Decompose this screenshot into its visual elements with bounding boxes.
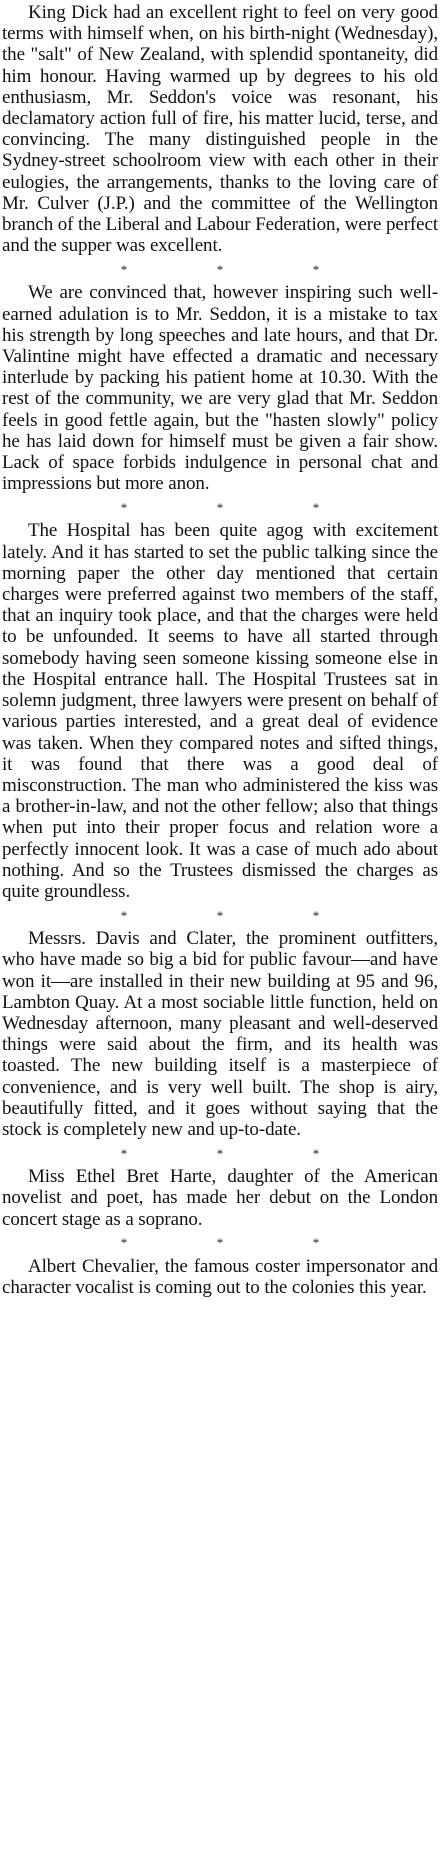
asterisk: * xyxy=(216,1145,224,1161)
paragraph-seddon-health: We are convinced that, however inspiring such well-earned adulation is to Mr. Seddon, it is a mistake to tax his strength by long speeches and late hours, and that Dr. Valintine might have effected a dramatic and necessary interlude by packing his patient home at 10.30. With the rest of the community, we are very glad that Mr. Seddon feels in good fettle again, but the "hasten slowly" policy he has laid down for himself must be given a fair show. Lack of space forbids indulgence in personal chat and impressions but more anon. xyxy=(2,282,438,495)
asterisk: * xyxy=(120,1145,128,1161)
asterism-separator xyxy=(2,902,438,928)
paragraph-hospital-inquiry: The Hospital has been quite agog with excitement lately. And it has started to set the public talking since the morning paper the other day mentioned that certain charges were preferred against two members of the staff, that an inquiry took place, and that the charges were held to be unfounded. It seems to have all started through somebody having seen someone kissing someone else in the Hospital entrance hall. The Hospital Trustees sat in solemn judgment, three lawyers were present on behalf of various parties interested, and a great deal of evidence was taken. When they compared notes and sifted things, it was found that there was a good deal of misconstruction. The man who administered the kiss was a brother-in-law, and not the other fellow; also that things when put into their proper focus and relation wore a perfectly innocent look. It was a case of much ado about nothing. And so the Trustees dismissed the charges as quite groundless. xyxy=(2,520,438,902)
asterism-separator xyxy=(2,1230,438,1256)
asterisk: * xyxy=(216,907,224,923)
asterisk: * xyxy=(216,499,224,515)
asterisk: * xyxy=(312,1145,320,1161)
paragraph-ethel-bret-harte: Miss Ethel Bret Harte, daughter of the American novelist and poet, has made her debut on the London concert stage as a soprano. xyxy=(2,1166,438,1230)
asterisk: * xyxy=(216,1235,224,1251)
paragraph-davis-clater: Messrs. Davis and Clater, the prominent outfitters, who have made so big a bid for public favour—and have won it—are installed in their new building at 95 and 96, Lambton Quay. At a most sociable little function, held on Wednesday afternoon, many pleasant and well-deserved things were said about the firm, and its health was toasted. The new building itself is a masterpiece of convenience, and is very well built. The shop is airy, beautifully fitted, and it goes without saying that the stock is completely new and up-to-date. xyxy=(2,928,438,1140)
asterisk: * xyxy=(120,907,128,923)
asterisk: * xyxy=(120,1235,128,1251)
asterisk: * xyxy=(120,499,128,515)
asterisk: * xyxy=(216,261,224,277)
asterisk: * xyxy=(312,499,320,515)
asterism-separator xyxy=(2,256,438,282)
asterisk: * xyxy=(120,261,128,277)
paragraph-seddon-birthday: King Dick had an excellent right to feel on very good terms with himself when, on his birth-night (Wednesday), the "salt" of New Zealand, with splendid spontaneity, did him honour. Having warmed up by degrees to his old enthusiasm, Mr. Seddon's voice was resonant, his declamatory action full of fire, his matter lucid, terse, and convincing. The many distinguished people in the Sydney-street schoolroom view with each other in their eulogies, the arrangements, thanks to the loving care of Mr. Culver (J.P.) and the committee of the Wellington branch of the Liberal and Labour Federation, were perfect and the supper was excellent. xyxy=(2,2,438,257)
asterisk: * xyxy=(312,907,320,923)
asterisk: * xyxy=(312,1235,320,1251)
asterism-separator xyxy=(2,494,438,520)
paragraph-albert-chevalier: Albert Chevalier, the famous coster impersonator and character vocalist is coming out to the colonies this year. xyxy=(2,1255,438,1298)
asterisk: * xyxy=(312,261,320,277)
asterism-separator xyxy=(2,1140,438,1166)
